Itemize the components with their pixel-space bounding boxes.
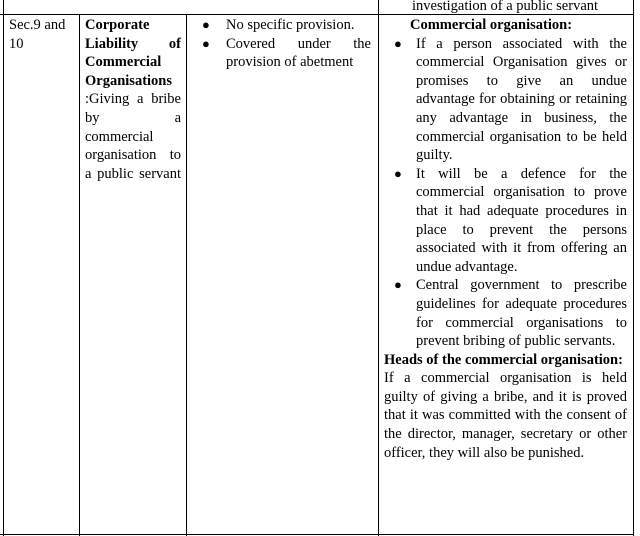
heads-heading: Heads of the commercial organisation: xyxy=(384,351,623,368)
provision-title: Corporate Liability of Commercial Organisations xyxy=(85,17,181,89)
bullet-icon: ● xyxy=(394,35,402,51)
col-border-3 xyxy=(378,0,379,536)
bullet-icon: ● xyxy=(202,35,210,51)
col-border-2 xyxy=(186,14,187,536)
list-item xyxy=(202,35,371,72)
heads-paragraph: If a commercial organisation is held guilty of giving a bribe, and it is proved that it was committed with the consent of the director, manager, secretary or other officer, they will also be punished. xyxy=(384,370,627,461)
previous-row-fragment: investigation of a public servant xyxy=(412,0,599,14)
provision-cell xyxy=(85,16,181,183)
new-law-list xyxy=(384,35,627,351)
new-law-cell xyxy=(384,16,627,462)
list-item-text: It will be a defence for the commercial organisation to prove that it had adequate procedures in place to prevent the persons associated with it from offering an undue advantage. xyxy=(416,165,627,275)
col-border-4 xyxy=(633,0,634,536)
bullet-icon: ● xyxy=(202,17,210,32)
commercial-organisation-heading: Commercial organisation: xyxy=(410,17,573,33)
list-item xyxy=(384,165,627,277)
list-item-text: Central government to prescribe guidelines for adequate procedures for commercial organisations to prevent bribing of public servants. xyxy=(416,277,627,350)
col-border-1 xyxy=(79,14,80,536)
list-item xyxy=(384,35,627,165)
list-item xyxy=(384,276,627,350)
old-law-list xyxy=(202,16,371,72)
list-item-text: No specific provision. xyxy=(226,17,355,33)
bullet-icon: ● xyxy=(394,277,402,293)
list-item-text: Covered under the provision of abetment xyxy=(226,35,371,71)
list-item-text: If a person associated with the commercial Organisation gives or promises to give an undue advantage for obtaining or retaining any advantage in business, the commercial organisation to be held guilty. xyxy=(416,35,627,164)
list-item xyxy=(202,16,371,35)
col-border-0 xyxy=(3,0,4,536)
table-bottom-border xyxy=(0,534,634,535)
bullet-icon: ● xyxy=(394,165,402,181)
provision-description: :Giving a bribe by a commercial organisation to a public servant xyxy=(85,91,181,182)
section-number: Sec.9 and 10 xyxy=(9,17,66,52)
